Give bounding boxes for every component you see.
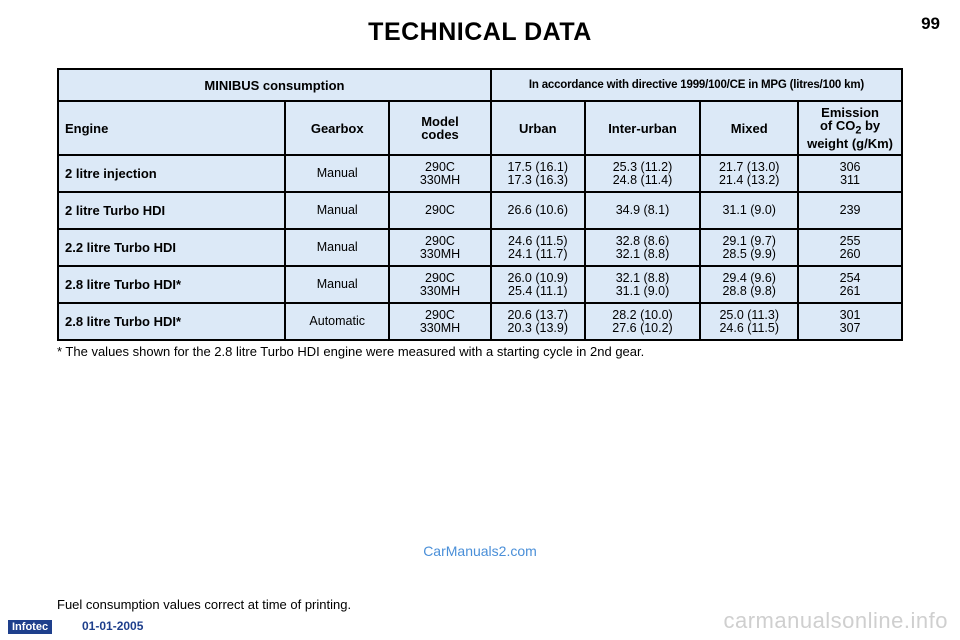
cell-value: 21.4 (13.2)	[718, 172, 780, 187]
cell-emission	[798, 303, 902, 340]
cell-gearbox: Manual	[285, 192, 389, 229]
cell-value: 34.9 (8.1)	[615, 203, 670, 217]
cell-value: 301	[839, 307, 861, 322]
cell-urban	[491, 155, 585, 192]
cell-mixed	[700, 229, 798, 266]
cell-codes	[389, 266, 491, 303]
cell-urban	[491, 229, 585, 266]
brand-logo: Infotec	[8, 620, 52, 634]
cell-value: 25.0 (11.3)	[719, 307, 779, 322]
cell-value: 28.2 (10.0)	[612, 307, 673, 322]
cell-value: 306	[839, 159, 861, 174]
cell-value: 29.4 (9.6)	[722, 270, 776, 285]
column-header-gearbox: Gearbox	[285, 101, 389, 155]
cell-gearbox: Automatic	[285, 303, 389, 340]
site-watermark: carmanualsonline.info	[723, 608, 948, 633]
cell-engine: 2.8 litre Turbo HDI*	[58, 266, 285, 303]
cell-value: 24.6 (11.5)	[719, 320, 779, 335]
cell-value: 25.3 (11.2)	[612, 159, 673, 174]
cell-value: 32.8 (8.6)	[615, 233, 670, 248]
cell-mixed	[700, 192, 798, 229]
cell-mixed	[700, 155, 798, 192]
cell-mixed	[700, 303, 798, 340]
cell-value: 26.0 (10.9)	[507, 270, 568, 285]
cell-value: 31.1 (9.0)	[615, 283, 670, 298]
emission-line1: Emission	[821, 104, 879, 120]
cell-codes	[389, 229, 491, 266]
cell-value: 330MH	[419, 246, 461, 261]
cell-inter-urban	[585, 266, 701, 303]
cell-value: 290C	[425, 270, 455, 285]
column-header-mixed: Mixed	[700, 101, 798, 155]
cell-value: 24.6 (11.5)	[508, 233, 568, 248]
cell-emission	[798, 155, 902, 192]
cell-value: 20.6 (13.7)	[507, 307, 568, 322]
emission-line2-pre: of CO	[819, 117, 856, 133]
directive-header: In accordance with directive 1999/100/CE in MPG (litres/100 km)	[491, 69, 902, 101]
footer-date: 01-01-2005	[82, 619, 144, 633]
cell-value: 330MH	[419, 320, 461, 335]
technical-data-table	[57, 68, 903, 341]
cell-value: 254	[839, 270, 861, 285]
cell-value: 290C	[425, 159, 455, 174]
cell-inter-urban	[585, 155, 701, 192]
cell-value: 290C	[425, 233, 455, 248]
cell-engine: 2.2 litre Turbo HDI	[58, 229, 285, 266]
cell-value: 330MH	[419, 172, 461, 187]
page-title: TECHNICAL DATA	[368, 18, 592, 46]
cell-urban	[491, 192, 585, 229]
cell-mixed	[700, 266, 798, 303]
emission-line2	[802, 119, 898, 138]
page-number: 99	[921, 14, 940, 33]
cell-value: 239	[839, 203, 861, 217]
cell-engine: 2 litre Turbo HDI	[58, 192, 285, 229]
cell-gearbox: Manual	[285, 229, 389, 266]
cell-value: 311	[840, 172, 861, 187]
cell-emission	[798, 229, 902, 266]
cell-value: 29.1 (9.7)	[722, 233, 776, 248]
cell-inter-urban	[585, 192, 701, 229]
table-column-header-row	[58, 101, 902, 155]
group-header: MINIBUS consumption	[58, 69, 491, 101]
table-row	[58, 303, 902, 340]
cell-value: 260	[839, 246, 861, 261]
cell-value: 255	[839, 233, 861, 248]
cell-value: 28.5 (9.9)	[722, 246, 776, 261]
cell-codes	[389, 155, 491, 192]
cell-value: 20.3 (13.9)	[507, 320, 568, 335]
cell-engine: 2 litre injection	[58, 155, 285, 192]
cell-urban	[491, 303, 585, 340]
cell-value: 28.8 (9.8)	[722, 283, 776, 298]
cell-emission	[798, 266, 902, 303]
emission-line3: weight (g/Km)	[807, 136, 894, 152]
cell-engine: 2.8 litre Turbo HDI*	[58, 303, 285, 340]
emission-line2-post: by	[861, 117, 881, 133]
cell-value: 24.1 (11.7)	[508, 246, 568, 261]
cell-gearbox: Manual	[285, 266, 389, 303]
model-codes-line2: codes	[421, 127, 459, 142]
cell-value: 17.3 (16.3)	[507, 172, 568, 187]
emission-line2-sub: 2	[855, 124, 862, 137]
column-header-engine: Engine	[58, 101, 285, 155]
table-row	[58, 229, 902, 266]
cell-value: 25.4 (11.1)	[508, 283, 568, 298]
cell-urban	[491, 266, 585, 303]
table-group-header-row	[58, 69, 902, 101]
column-header-model-codes	[389, 101, 491, 155]
model-codes-line1: Model	[421, 114, 459, 129]
cell-value: 26.6 (10.6)	[507, 203, 568, 217]
column-header-inter-urban: Inter-urban	[585, 101, 701, 155]
cell-inter-urban	[585, 229, 701, 266]
cell-value: 32.1 (8.8)	[615, 246, 670, 261]
cell-value: 27.6 (10.2)	[612, 320, 673, 335]
cell-value: 32.1 (8.8)	[615, 270, 670, 285]
cell-value: 330MH	[419, 283, 461, 298]
cell-value: 17.5 (16.1)	[507, 159, 568, 174]
column-header-urban: Urban	[491, 101, 585, 155]
cell-value: 290C	[425, 307, 455, 322]
table-body	[58, 155, 902, 340]
cell-codes	[389, 303, 491, 340]
cell-value: 307	[839, 320, 861, 335]
table-row	[58, 266, 902, 303]
cell-inter-urban	[585, 303, 701, 340]
cell-emission	[798, 192, 902, 229]
cell-codes	[389, 192, 491, 229]
footnote: * The values shown for the 2.8 litre Turbo HDI engine were measured with a starting cycle in 2nd gear.	[57, 344, 645, 359]
table-row	[58, 192, 902, 229]
cell-gearbox: Manual	[285, 155, 389, 192]
cell-value: 261	[839, 283, 861, 298]
fuel-note: Fuel consumption values correct at time of printing.	[57, 597, 352, 612]
cell-value: 21.7 (13.0)	[718, 159, 780, 174]
table-row	[58, 155, 902, 192]
column-header-emission	[798, 101, 902, 155]
cell-value: 31.1 (9.0)	[722, 203, 776, 217]
cell-value: 290C	[425, 203, 455, 217]
watermark-link[interactable]: CarManuals2.com	[423, 543, 537, 559]
cell-value: 24.8 (11.4)	[612, 172, 673, 187]
